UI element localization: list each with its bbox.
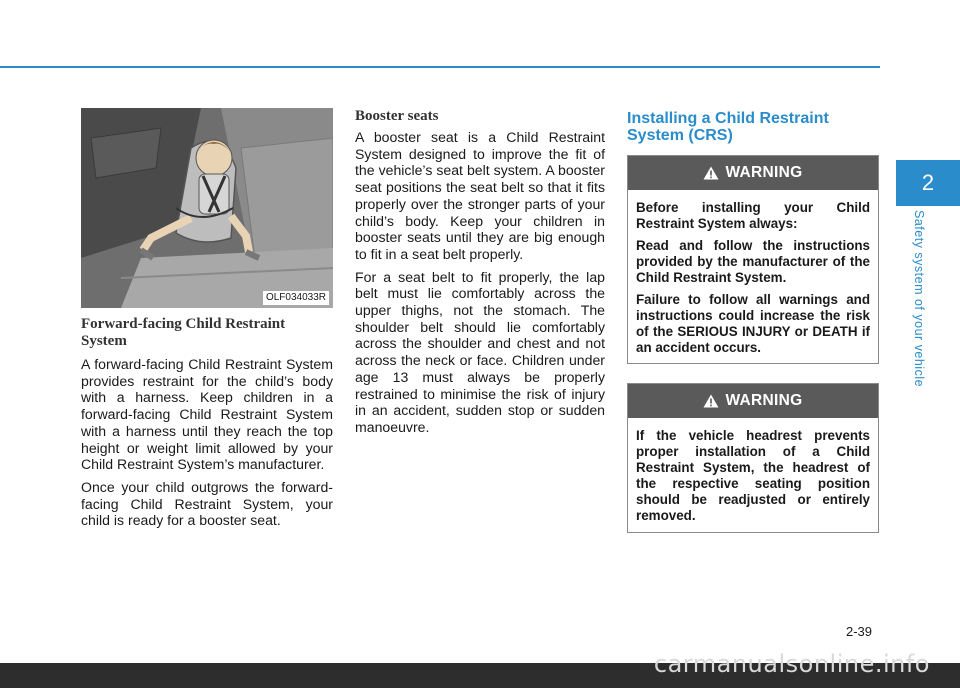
paragraph: Once your child outgrows the forward-facing Child Restraint System, your child is ready for a booster seat. (81, 478, 333, 529)
warning-header (628, 384, 878, 418)
footer-watermark: carmanualsonline.info (653, 650, 930, 678)
section-heading-forward-facing: Forward-facing Child Restraint System (81, 316, 286, 349)
chapter-title: Safety system of your vehicle (912, 210, 926, 388)
section-heading-installing-crs: Installing a Child Restraint System (CRS) (627, 110, 829, 144)
warning-text: If the vehicle headrest prevents proper installation of a Child Restraint System, the headrest of the respective seating position should be readjusted or entirely removed. (636, 428, 870, 523)
warning-text: Failure to follow all warnings and instructions could increase the risk of the SERIOUS INJURY or DEATH if an accident occurs. (636, 292, 870, 355)
right-column (627, 108, 879, 523)
paragraph: A forward-facing Child Restraint System provides restraint for the child’s body with a harness. Keep children in a forward-facing Child Restraint System with a harness until they reach the top height or weight limit allowed by your Child Restraint System’s manufacturer. (81, 356, 333, 473)
section-heading-booster-seats: Booster seats (355, 108, 439, 124)
warning-triangle-icon (703, 166, 719, 180)
child-seat-illustration (81, 108, 333, 308)
warning-text: Read and follow the instructions provided by the manufacturer of the Child Restraint System. (636, 238, 870, 285)
warning-title: WARNING (725, 164, 803, 181)
paragraph: A booster seat is a Child Restraint System designed to improve the fit of the vehicle’s seat belt system. A booster seat positions the seat belt so that it fits properly over the stronger parts of your child’s body. Keep your children in booster seats until they are big enough to fit in a seat belt properly. (355, 129, 605, 262)
page-number: 2-39 (846, 624, 873, 639)
warning-header (628, 156, 878, 190)
left-column (81, 108, 333, 529)
warning-triangle-icon (703, 394, 719, 408)
warning-title: WARNING (725, 392, 803, 409)
photo-code: OLF034033R (263, 291, 329, 305)
chapter-tab[interactable] (896, 160, 960, 206)
warning-box (627, 155, 879, 364)
warning-box (627, 383, 879, 533)
paragraph: For a seat belt to fit properly, the lap belt must lie comfortably across the upper thighs, not the stomach. The shoulder belt should lie comfortably across the shoulder and chest and not across the neck or face. Children under age 13 must always be properly restrained to minimise the risk of injury in an accident, sudden stop or sudden manoeuvre. (355, 268, 605, 435)
chapter-number: 2 (921, 170, 935, 195)
header-rule (0, 66, 880, 68)
child-seat-photo (81, 108, 333, 308)
middle-column (355, 108, 605, 436)
warning-text: Before installing your Child Restraint System always: (636, 200, 870, 231)
